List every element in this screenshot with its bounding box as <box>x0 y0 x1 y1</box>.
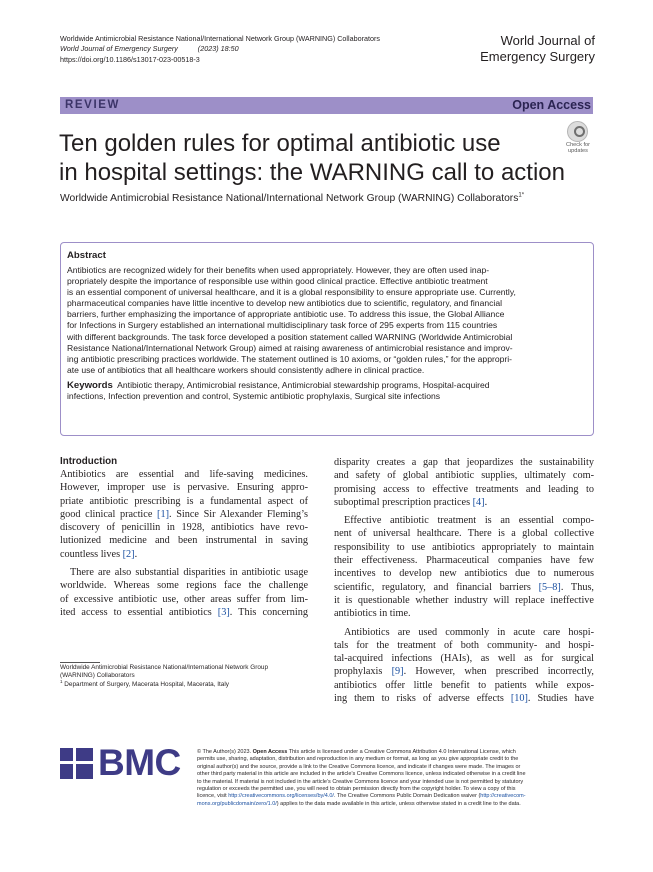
license-line: other third party material in this article are included in the article’s Creative Commons licence, unless indicated otherwise in a credit line <box>197 771 526 778</box>
body-line <box>60 606 308 619</box>
footnote-line3 <box>60 678 320 689</box>
body-line: discovery of penicillin in 1928, antibiotics have revo- <box>60 522 308 534</box>
body-text: . This concerning <box>229 606 308 618</box>
abstract-line: ate use of antibiotics that all healthcare workers should consistently adhere in clinical practice. <box>67 364 425 375</box>
keywords-line2: infections, Infection prevention and control, Systemic antibiotic prophylaxis, Surgical site infections <box>67 391 441 402</box>
body-line: disparity creates a gap that jeopardizes the sustainability <box>334 457 594 468</box>
body-text: . <box>134 548 138 560</box>
license-statement <box>197 749 597 808</box>
abstract-body <box>67 265 593 376</box>
body-line: incentives to develop new antibiotics due to numerous <box>334 568 594 580</box>
body-line: tal-acquired infections (HAIs), as well as for surgical <box>334 653 594 665</box>
body-line <box>334 665 594 678</box>
body-text: ited access to essential antibiotics <box>60 606 218 618</box>
body-line <box>334 496 594 509</box>
license-open-access: Open Access <box>252 749 288 755</box>
abstract-line: is an essential component of universal healthcare, and it is a global responsibility to ensure appropriate use. Currently, <box>67 287 516 298</box>
article-type-label: REVIEW <box>65 99 120 111</box>
abstract-line: pharmaceutical companies have little incentive to develop new antibiotics due to scientific, regulatory, and financial <box>67 298 503 309</box>
body-line: antibiotics in time. <box>334 608 411 620</box>
body-text: good clinical practice <box>60 508 158 520</box>
body-text: ing them to risks of adverse effects <box>334 693 511 705</box>
body-text: prophylaxis <box>334 666 392 678</box>
footnote-line1: Worldwide Antimicrobial Resistance National/International Network Group <box>60 664 269 671</box>
body-line: of excessive antibiotic use, other areas suffer from lim- <box>60 593 308 605</box>
abstract-line: propriately despite the importance of responsible use within good clinical practice. Effective antibiotic treatment <box>67 276 488 287</box>
body-text: . Thus, <box>560 581 594 593</box>
author-affiliation-marks: 1* <box>518 192 525 199</box>
body-text: suboptimal prescription practices <box>334 496 473 508</box>
body-line: responsibility to use antibiotics appropriately to maintain <box>334 541 594 553</box>
header-citation: World Journal of Emergency Surgery (2023) 18:50 <box>60 44 239 54</box>
citation-link[interactable]: [3] <box>217 606 230 618</box>
section-band <box>60 97 593 114</box>
section-heading-introduction: Introduction <box>60 456 118 467</box>
body-text: scientific, regulatory, and financial barriers <box>334 581 539 593</box>
citation-link[interactable]: [9] <box>391 666 404 678</box>
body-line: Antibiotics are used commonly in acute care hospi- <box>344 626 594 638</box>
body-column-left <box>60 456 308 619</box>
abstract-heading: Abstract <box>67 250 106 261</box>
body-line: promising access to effective treatments and leading to <box>334 483 594 495</box>
body-text: . <box>484 496 488 508</box>
footnote-affiliation: Department of Surgery, Macerata Hospital, Macerata, Italy <box>62 680 229 688</box>
body-line: Antibiotics are essential and life-saving medicines. <box>60 469 308 480</box>
license-line: original author(s) and the source, provide a link to the Creative Commons licence, and indicate if changes were made. The images or <box>197 763 521 770</box>
body-line: and safety of global antibiotic supplies, ultimately com- <box>334 470 594 482</box>
body-line: antibiotics offer little benefit to patients while expos- <box>334 679 594 691</box>
journal-name <box>480 33 595 65</box>
journal-name-line2: Emergency Surgery <box>480 49 595 64</box>
body-line <box>60 548 308 561</box>
check-updates-line2: updates <box>568 148 588 154</box>
open-access-label: Open Access <box>512 98 591 112</box>
body-line: lutionized medicine and been instrumental in saving <box>60 535 308 547</box>
citation-link[interactable]: [5–8] <box>538 581 561 593</box>
body-line: Effective antibiotic treatment is an essential compo- <box>344 515 594 527</box>
title-line-2: in hospital settings: the WARNING call to action <box>59 159 565 186</box>
body-line: worldwide. Whereas some regions face the challenge <box>60 580 308 592</box>
license-link-cc-by[interactable]: http://creativecommons.org/licenses/by/4.0/ <box>228 793 334 800</box>
abstract-line: Resistance National/International Network Group) aimed at raising awareness of antimicrobial resistance and improv- <box>67 342 513 353</box>
body-line <box>334 581 594 594</box>
footnote-mark: 1 <box>60 678 63 684</box>
bmc-wordmark: BMC <box>98 742 181 783</box>
keywords-label: Keywords <box>67 379 113 391</box>
abstract-box <box>60 242 594 436</box>
footnote-line2: (WARNING) Collaborators <box>60 672 135 680</box>
license-text: ) applies to the data made available in this article, unless otherwise stated in a credit line to the data. <box>276 800 521 807</box>
body-text: countless lives <box>60 548 123 560</box>
body-line <box>60 508 308 521</box>
citation-link[interactable]: [10] <box>510 693 528 705</box>
body-line: tals for the treatment of both community- and hospi- <box>334 639 594 651</box>
license-line: regulation or exceeds the permitted use, you will need to obtain permission directly from the copyright holder. To view a copy of this <box>197 786 516 793</box>
body-line: nent of universal healthcare. There is a global collective <box>334 528 594 540</box>
body-line: it is questionable whether industry will replace ineffective <box>334 594 594 606</box>
body-text: . However, when prescribed incorrectly, <box>403 666 594 678</box>
license-line: permits use, sharing, adaptation, distribution and reproduction in any medium or format, as long as you give appropriate credit to the <box>197 756 519 763</box>
check-updates-caption <box>562 142 594 154</box>
citation-link[interactable]: [4] <box>472 496 485 508</box>
check-for-updates-button[interactable] <box>562 121 594 153</box>
abstract-line: ing antibiotic prescribing practices worldwide. The statement outlined is 10 axioms, or “golden rules,” for the appropri- <box>67 353 513 364</box>
license-text: © The Author(s) 2023. <box>197 749 253 755</box>
check-updates-line1: Check for <box>566 142 590 148</box>
abstract-line: for Infections in Surgery established an international multidisciplinary task force of 295 experts from 115 countries <box>67 320 498 331</box>
body-line: There are also substantial disparities in antibiotic usage <box>70 567 308 579</box>
license-line <box>197 793 597 800</box>
title-line-1: Ten golden rules for optimal antibiotic use <box>59 130 501 157</box>
citation-link[interactable]: [2] <box>122 548 135 560</box>
license-line <box>197 749 597 756</box>
author-line <box>60 193 524 204</box>
bmc-logo[interactable] <box>60 742 190 783</box>
body-text: . Studies have <box>527 693 594 705</box>
license-link-cc0-cont[interactable]: mons.org/publicdomain/zero/1.0/ <box>197 800 277 807</box>
footnote <box>60 664 320 689</box>
body-column-right <box>334 456 594 705</box>
license-text: licence, visit <box>197 793 229 800</box>
license-line: to the material. If material is not included in the article’s Creative Commons licence and your intended use is not permitted by statutory <box>197 778 524 785</box>
abstract-line: barriers, further emphasizing the importance of appropriate antibiotic use. To address this issue, the Global Alliance <box>67 309 505 320</box>
license-text: . The Creative Commons Public Domain Dedication waiver ( <box>333 793 481 800</box>
body-line: priate antibiotic prescribing is a fundamental aspect of <box>60 495 308 507</box>
license-line <box>197 801 597 808</box>
journal-name-line1: World Journal of <box>500 33 595 48</box>
license-text: This article is licensed under a Creative Commons Attribution 4.0 International License, which <box>287 749 516 755</box>
body-line: their effectiveness. Pharmaceutical companies have few <box>334 555 594 567</box>
citation-link[interactable]: [1] <box>157 508 169 520</box>
body-line <box>334 692 594 705</box>
keywords-line1: Antibiotic therapy, Antimicrobial resistance, Antimicrobial stewardship programs, Hospital-acquired <box>117 379 490 390</box>
author-names[interactable]: Worldwide Antimicrobial Resistance National/International Network Group (WARNING) Collaborators <box>60 193 519 204</box>
header-authors: Worldwide Antimicrobial Resistance National/International Network Group (WARNING) Collaborators <box>60 34 380 43</box>
bmc-mark-icon <box>60 748 93 779</box>
article-title <box>59 129 565 187</box>
body-text: . Since Sir Alexander Fleming’s <box>168 508 308 520</box>
license-link-cc0[interactable]: http://creativecom- <box>480 793 526 800</box>
running-header <box>60 34 460 65</box>
abstract-line: Antibiotics are recognized widely for their benefits when used appropriately. However, they are often used inap- <box>67 265 490 275</box>
footnote-divider <box>60 662 100 663</box>
keywords <box>67 380 593 403</box>
body-line: However, improper use is pervasive. Ensuring appro- <box>60 482 308 494</box>
header-doi[interactable]: https://doi.org/10.1186/s13017-023-00518-3 <box>60 54 200 64</box>
check-updates-icon <box>567 121 588 142</box>
abstract-line: with different backgrounds. The task force developed a position statement called WARNING (Worldwide Antimicrobial <box>67 331 513 342</box>
